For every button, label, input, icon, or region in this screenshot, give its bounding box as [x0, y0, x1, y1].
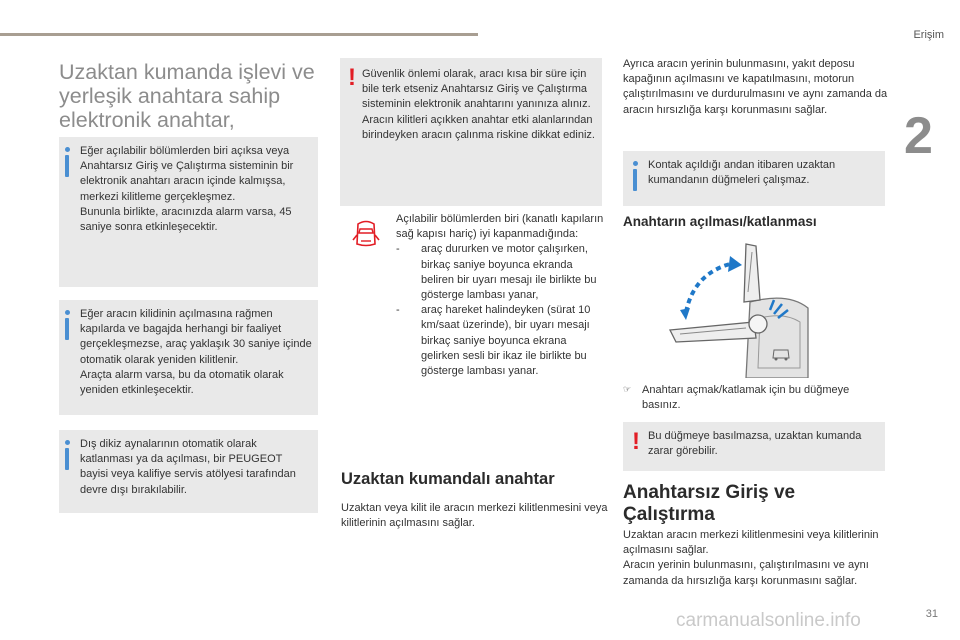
info-box-relock-text-2: Araçta alarm varsa, bu da otomatik olarak yeniden etkinleşecektir. [80, 368, 284, 397]
info-box-locking-text-1: Eğer açılabilir bölümlerden biri açıksa veya Anahtarsız Giriş ve Çalıştırma sisteminin bir elektronik anahtarı aracın içinde kalmışsa, merkezi kilitleme gerçekleşmez. [80, 145, 294, 203]
list-item [396, 242, 604, 303]
top-rule [0, 33, 478, 36]
heading-key-fold: Anahtarın açılması/katlanması [623, 214, 817, 229]
warning-icon: ! [632, 428, 640, 455]
folding-key-illustration [660, 240, 840, 378]
remote-key-text: Uzaktan veya kilit ile aracın merkezi kilitlenmesini veya kilitlerinin açılmasını sağlar. [341, 502, 608, 530]
keyless-intro-text: Ayrıca aracın yerinin bulunmasını, yakıt deposu kapağının açılmasını ve kapatılmasını, motorun çalıştırılmasını ve durdurulmasını ve aynı zamanda da aracın hırsızlığa karşı korunmasını sağlar. [623, 58, 888, 116]
keyless-body-text-1: Uzaktan aracın merkezi kilitlenmesini veya kilitlerinin açılmasını sağlar. [623, 529, 879, 557]
heading-remote-key: Uzaktan kumandalı anahtar [341, 470, 555, 488]
info-box-relock [59, 300, 318, 415]
list-dash: - [396, 304, 400, 317]
door-open-warning-icon [352, 218, 380, 250]
list-dash: - [396, 243, 400, 256]
keyless-body-text-2: Aracın yerinin bulunmasını, çalıştırılmasını ve aynı zamanda da hırsızlığa karşı korunmasını sağlar. [623, 559, 869, 587]
warning-box-security-text-1: Güvenlik önlemi olarak, aracı kısa bir süre için bile terk etseniz Anahtarsız Giriş ve Çalıştırma sisteminin elektronik anahtarını yanınıza alınız. [362, 68, 591, 111]
list-item [396, 303, 604, 379]
warning-box-key-button-text: Bu düğmeye basılmazsa, uzaktan kumanda zarar görebilir. [648, 430, 862, 458]
key-fold-step-text: Anahtarı açmak/katlamak için bu düğmeye basınız. [642, 384, 850, 412]
info-box-mirrors-text: Dış dikiz aynalarının otomatik olarak katlanması ya da açılması, bir PEUGEOT bayisi veya kalifiye servis atölyesi tarafından devre dışı bırakılabilir. [80, 438, 296, 496]
list-item-text: araç hareket halindeyken (sürat 10 km/saat üzerinde), bir uyarı mesajı birkaç saniye boyunca ekrana gelirken sesli bir ikaz ile birlikte bu gösterge lambası yanar. [421, 304, 591, 378]
door-warning-text [396, 212, 604, 379]
info-box-locking [59, 137, 318, 287]
watermark: carmanualsonline.info [676, 610, 861, 631]
page-title: Uzaktan kumanda işlevi ve yerleşik anahtara sahip elektronik anahtar, [59, 60, 315, 132]
warning-icon: ! [348, 64, 356, 91]
heading-keyless: Anahtarsız Giriş ve Çalıştırma [623, 482, 796, 525]
info-box-locking-text-2: Bununla birlikte, aracınızda alarm varsa, 45 saniye sonra etkinleşecektir. [80, 205, 292, 234]
info-box-ignition-text: Kontak açıldığı andan itibaren uzaktan kumandanın düğmeleri çalışmaz. [648, 159, 836, 187]
door-warning-intro: Açılabilir bölümlerden biri (kanatlı kapıların sağ kapısı hariç) iyi kapanmadığında: [396, 213, 604, 241]
warning-box-key-button [623, 422, 885, 471]
warning-box-security-text-2: Aracın kilitleri açıkken anahtar etki alanlarından birindeyken aracın çalınma riskine dikkat ediniz. [362, 113, 595, 141]
key-fold-step [623, 383, 888, 413]
section-label: Erişim [913, 29, 944, 41]
warning-box-security [340, 58, 602, 206]
info-box-mirrors [59, 430, 318, 513]
step-arrow-icon: ☞ [623, 385, 632, 395]
page-number: 31 [925, 608, 938, 620]
keyless-body [623, 528, 888, 589]
chapter-number: 2 [904, 107, 933, 165]
list-item-text: araç dururken ve motor çalışırken, birkaç saniye boyunca ekranda beliren bir uyarı mesajı ile birlikte bu gösterge lambası yanar, [421, 243, 597, 302]
info-box-relock-text-1: Eğer aracın kilidinin açılmasına rağmen kapılarda ve bagajda herhangi bir faaliyet gerçekleşmezse, araç yaklaşık 30 saniye içinde otomatik olarak yeniden kilitlenir. [80, 308, 312, 366]
info-box-ignition [623, 151, 885, 206]
